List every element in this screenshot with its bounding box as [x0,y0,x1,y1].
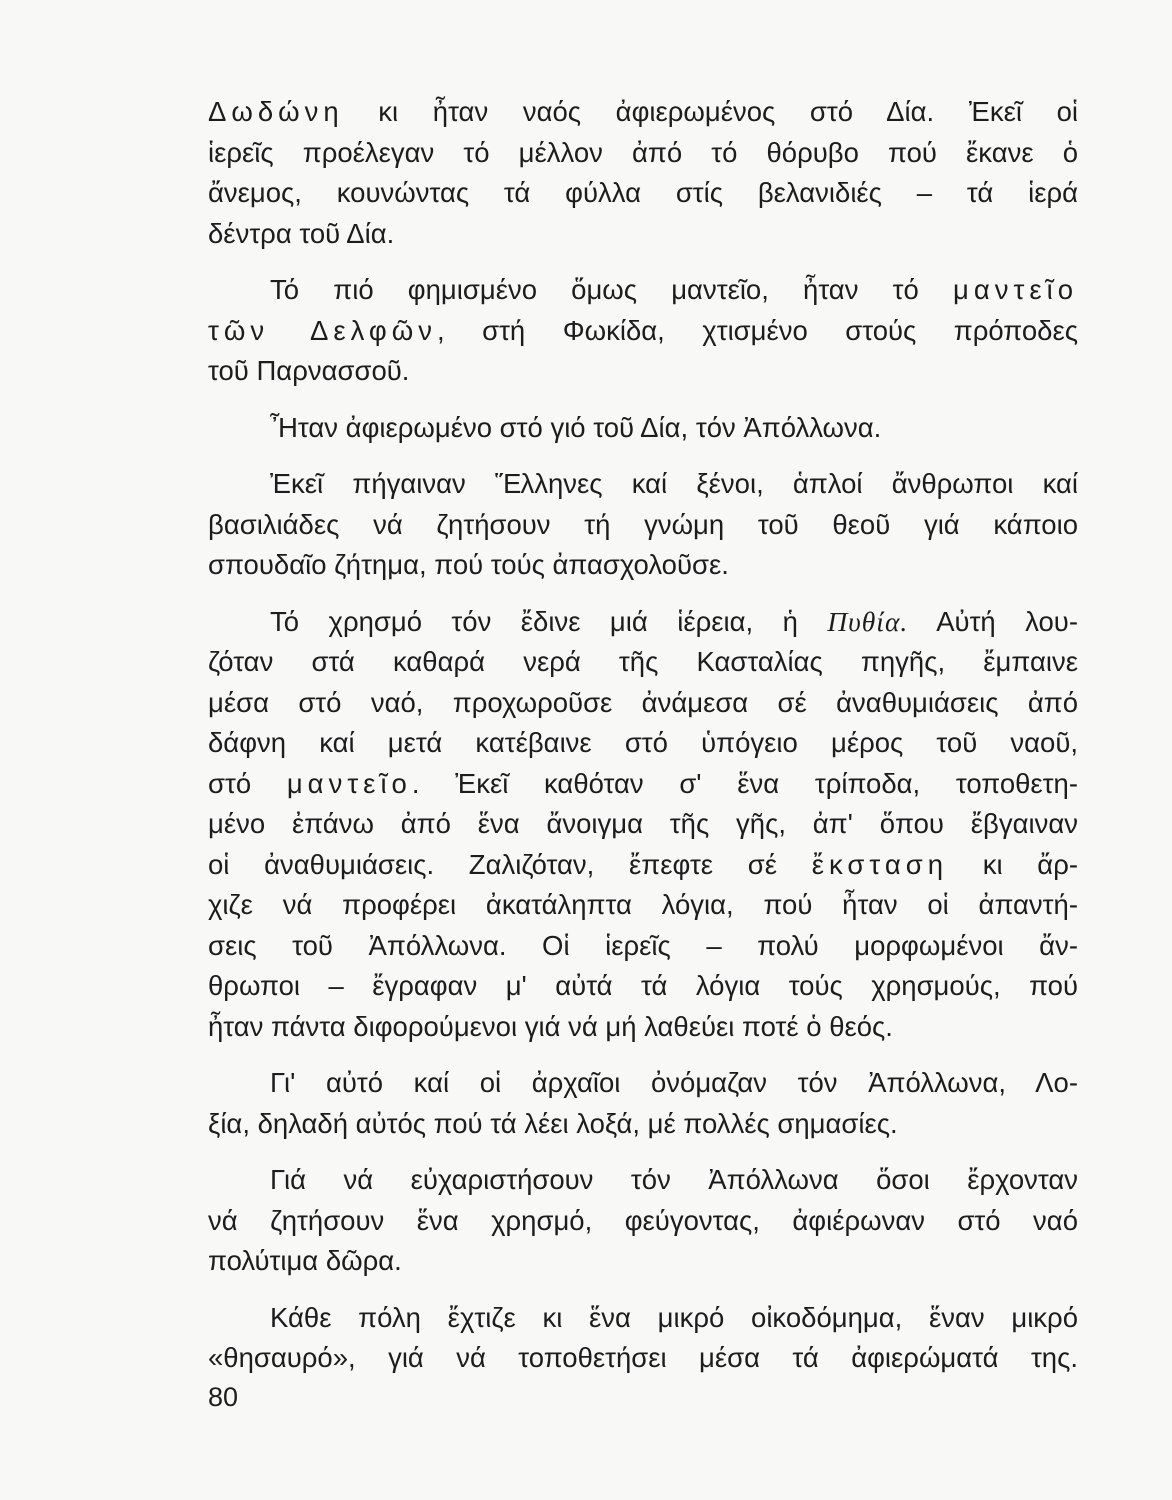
text-line: θρωποι – ἔγραφαν μ' αὐτά τά λόγια τούς χρησμούς, πού [208,970,1078,1001]
text-line: οἱ ἀναθυμιάσεις. Ζαλιζόταν, ἔπεφτε σέ ἔκσταση κι ἄρ- [208,848,1078,880]
text-line: χιζε νά προφέρει ἀκατάληπτα λόγια, πού ἦταν οἱ ἀπαντή- [208,889,1078,920]
text-line: πολύτιμα δῶρα. [208,1245,402,1276]
page-number: 80 [208,1382,239,1412]
paragraph-1 [208,92,1078,254]
text-line: Γι' αὐτό καί οἱ ἀρχαῖοι ὀνόμαζαν τόν Ἀπόλλωνα, Λο- [270,1067,1078,1098]
text-line: δέντρα τοῦ Δία. [208,217,395,249]
text-line: Τό πιό φημισμένο ὅμως μαντεῖο, ἦταν τό μαντεῖο [270,274,1078,305]
paragraph-3 [208,408,1078,449]
text-line: Κάθε πόλη ἔχτιζε κι ἕνα μικρό οἰκοδόμημα, ἕναν μικρό [270,1301,1078,1333]
paragraph-6 [208,1063,1078,1144]
text-line: δάφνη καί μετά κατέβαινε στό ὑπόγειο μέρος τοῦ ναοῦ, [208,727,1078,758]
text-line: ἄνεμος, κουνώντας τά φύλλα στίς βελανιδιές – τά ἱερά [208,177,1078,208]
text-line: στό μαντεῖο. Ἐκεῖ καθόταν σ' ἕνα τρίποδα, τοποθετη- [208,767,1078,799]
text-line: μένο ἐπάνω ἀπό ἕνα ἄνοιγμα τῆς γῆς, ἀπ' ὅπου ἔβγαιναν [208,808,1078,839]
text-line: Γιά νά εὐχαριστήσουν τόν Ἀπόλλωνα ὅσοι ἔρχονταν [270,1164,1078,1195]
paragraph-5 [208,602,1078,1048]
text-line: σπουδαῖο ζήτημα, πού τούς ἀπασχολοῦσε. [208,549,729,580]
text-line: τοῦ Παρνασσοῦ. [208,355,410,386]
body-text [208,92,1078,1395]
text-line: ζόταν στά καθαρά νερά τῆς Κασταλίας πηγῆς, ἔμπαινε [208,646,1078,677]
text-line: μέσα στό ναό, προχωροῦσε ἀνάμεσα σέ ἀναθυμιάσεις ἀπό [208,686,1078,718]
paragraph-2 [208,270,1078,392]
text-line: Ἐκεῖ πήγαιναν Ἕλληνες καί ξένοι, ἁπλοί ἄνθρωποι καί [270,468,1078,499]
text-line: ἦταν πάντα διφορούμενοι γιά νά μή λαθεύει ποτέ ὁ θεός. [208,1010,893,1042]
text-line: τῶν Δελφῶν, στή Φωκίδα, χτισμένο στούς πρόποδες [208,314,1078,346]
paragraph-7 [208,1160,1078,1282]
text-line: ξία, δηλαδή αὐτός πού τά λέει λοξά, μέ πολλές σημασίες. [208,1107,898,1139]
text-line: νά ζητήσουν ἕνα χρησμό, φεύγοντας, ἀφιέρωναν στό ναό [208,1204,1078,1236]
text-line: Ἦταν ἀφιερωμένο στό γιό τοῦ Δία, τόν Ἀπόλλωνα. [270,411,882,443]
text-line: ἱερεῖς προέλεγαν τό μέλλον ἀπό τό θόρυβο πού ἔκανε ὁ [208,136,1078,168]
paragraph-8 [208,1298,1078,1379]
text-line: Δωδώνη κι ἦταν ναός ἀφιερωμένος στό Δία. Ἐκεῖ οἱ [208,96,1078,127]
text-line: «θησαυρό», γιά νά τοποθετήσει μέσα τά ἀφιερώματά της. [208,1342,1078,1373]
text-line: σεις τοῦ Ἀπόλλωνα. Οἱ ἱερεῖς – πολύ μορφωμένοι ἄν- [208,929,1078,961]
paragraph-4 [208,464,1078,586]
text-line: βασιλιάδες νά ζητήσουν τή γνώμη τοῦ θεοῦ γιά κάποιο [208,508,1078,540]
text-line: Τό χρησμό τόν ἔδινε μιά ἱέρεια, ἡ Πυθία. Αὐτή λου- [270,605,1078,637]
